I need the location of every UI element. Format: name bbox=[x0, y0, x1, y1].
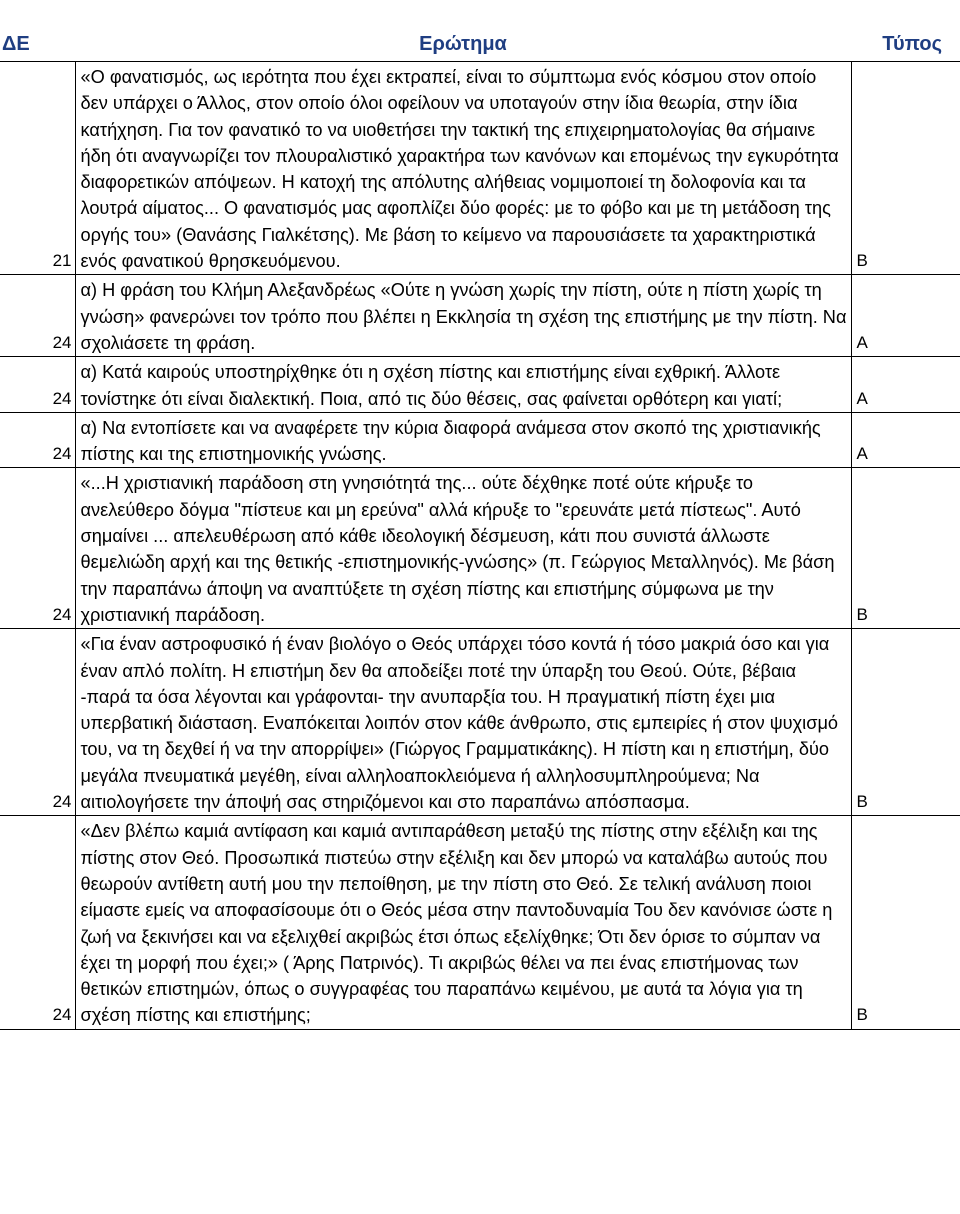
table-header-row bbox=[0, 30, 960, 62]
table-row bbox=[0, 816, 960, 1029]
row-type: Β bbox=[851, 468, 960, 629]
document-page bbox=[0, 30, 960, 1030]
header-de: ΔΕ bbox=[0, 30, 75, 62]
table-row bbox=[0, 412, 960, 468]
row-de: 24 bbox=[0, 629, 75, 816]
table-row bbox=[0, 357, 960, 413]
row-question: α) Κατά καιρούς υποστηρίχθηκε ότι η σχέση πίστης και επιστήμης είναι εχθρική. Άλλοτε τονίστηκε ότι είναι διαλεκτική. Ποια, από τις δύο θέσεις, σας φαίνεται ορθότερη και γιατί; bbox=[75, 357, 851, 413]
table-row bbox=[0, 629, 960, 816]
row-de: 24 bbox=[0, 816, 75, 1029]
row-question: α) Να εντοπίσετε και να αναφέρετε την κύρια διαφορά ανάμεσα στον σκοπό της χριστιανικής πίστης και της επιστημονικής γνώσης. bbox=[75, 412, 851, 468]
row-question: «...Η χριστιανική παράδοση στη γνησιότητά της... ούτε δέχθηκε ποτέ ούτε κήρυξε το ανελεύθερο δόγμα "πίστευε και μη ερεύνα" αλλά κήρυξε το "ερευνάτε μετά πίστεως". Αυτό σημαίνει ... απελευθέρωση από κάθε ιδεολογική δέσμευση, κάτι που συνιστά άλλωστε θεμελιώδη αρχή και της θετικής -επιστημονικής-γνώσης» (π. Γεώργιος Μεταλληνός). Με βάση την παραπάνω άποψη να αναπτύξετε τη σχέση πίστης και επιστήμης σύμφωνα με την χριστιανική παράδοση. bbox=[75, 468, 851, 629]
row-question: «Ο φανατισμός, ως ιερότητα που έχει εκτραπεί, είναι το σύμπτωμα ενός κόσμου στον οποίο δεν υπάρχει ο Άλλος, στον οποίο όλοι οφείλουν να υποταγούν στην ίδια θεωρία, στην ίδια κατήχηση. Για τον φανατικό το να υιοθετήσει την τακτική της επιχειρηματολογίας θα σήμαινε ήδη ότι αναγνωρίζει τον πλουραλιστικό χαρακτήρα των κανόνων και επομένως την εγκυρότητα διαφορετικών απόψεων. Η κατοχή της απόλυτης αλήθειας νομιμοποιεί τη δολοφονία και τα λουτρά αίματος... Ο φανατισμός μας αφοπλίζει δύο φορές: με το φόβο και με τη μετάδοση της οργής του» (Θανάσης Γιαλκέτσης). Με βάση το κείμενο να παρουσιάσετε τα χαρακτηριστικά ενός φανατικού θρησκευόμενου. bbox=[75, 62, 851, 275]
table-row bbox=[0, 62, 960, 275]
table-row bbox=[0, 468, 960, 629]
row-de: 24 bbox=[0, 357, 75, 413]
row-de: 21 bbox=[0, 62, 75, 275]
row-question: «Για έναν αστροφυσικό ή έναν βιολόγο ο Θεός υπάρχει τόσο κοντά ή τόσο μακριά όσο και για έναν απλό πολίτη. Η επιστήμη δεν θα αποδείξει ποτέ την ύπαρξη του Θεού. Ούτε, βέβαια -παρά τα όσα λέγονται και γράφονται- την ανυπαρξία του. Η πραγματική πίστη έχει μια υπερβατική διάσταση. Εναπόκειται λοιπόν στον κάθε άνθρωπο, στις εμπειρίες ή στον ψυχισμό του, να τη δεχθεί ή να την απορρίψει» (Γιώργος Γραμματικάκης). Η πίστη και η επιστήμη, δύο μεγάλα πνευματικά μεγέθη, είναι αλληλοαποκλειόμενα ή αλληλοσυμπληρούμενα; Να αιτιολογήσετε την άποψή σας στηριζόμενοι και στο παραπάνω απόσπασμα. bbox=[75, 629, 851, 816]
row-type: Β bbox=[851, 816, 960, 1029]
row-de: 24 bbox=[0, 412, 75, 468]
row-type: Β bbox=[851, 629, 960, 816]
row-de: 24 bbox=[0, 275, 75, 357]
row-de: 24 bbox=[0, 468, 75, 629]
questions-table bbox=[0, 30, 960, 1030]
row-type: Α bbox=[851, 412, 960, 468]
row-question: «Δεν βλέπω καμιά αντίφαση και καμιά αντιπαράθεση μεταξύ της πίστης στην εξέλιξη και της πίστης στον Θεό. Προσωπικά πιστεύω στην εξέλιξη και δεν μπορώ να καταλάβω αυτούς που θεωρούν αντίθετη αυτή μου την πεποίθηση, με την πίστη στο Θεό. Σε τελική ανάλυση ποιοι είμαστε εμείς να αποφασίσουμε ότι ο Θεός μέσα στην παντοδυναμία Του δεν κανόνισε ώστε η ζωή να ξεκινήσει και να εξελιχθεί ακριβώς έτσι όπως εξελίχθηκε; Ότι δεν όρισε το σύμπαν να έχει τη μορφή που έχει;» ( Άρης Πατρινός). Τι ακριβώς θέλει να πει ένας επιστήμονας των θετικών επιστημών, όπως ο συγγραφέας του παραπάνω κειμένου, με αυτά τα λόγια για τη σχέση πίστης και επιστήμης; bbox=[75, 816, 851, 1029]
row-type: Α bbox=[851, 275, 960, 357]
header-type: Τύπος bbox=[851, 30, 960, 62]
row-type: Β bbox=[851, 62, 960, 275]
row-question: α) Η φράση του Κλήμη Αλεξανδρέως «Ούτε η γνώση χωρίς την πίστη, ούτε η πίστη χωρίς τη γνώση» φανερώνει τον τρόπο που βλέπει η Εκκλησία τη σχέση της επιστήμης με την πίστη. Να σχολιάσετε τη φράση. bbox=[75, 275, 851, 357]
row-type: Α bbox=[851, 357, 960, 413]
table-row bbox=[0, 275, 960, 357]
header-question: Ερώτημα bbox=[75, 30, 851, 62]
